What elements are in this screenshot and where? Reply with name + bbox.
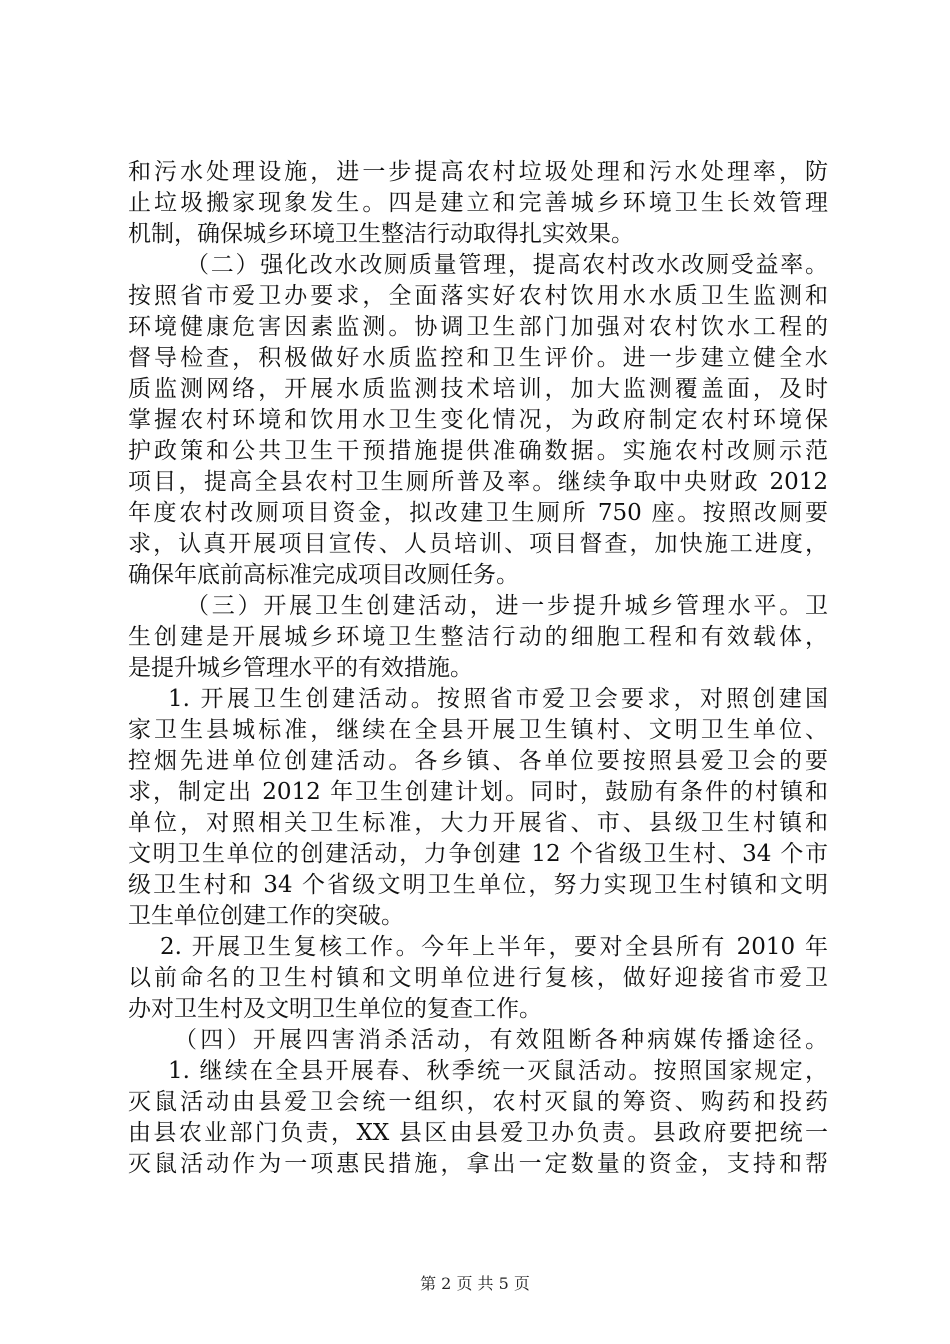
text-line: 求，认真开展项目宣传、人员培训、项目督查，加快施工进度， (128, 531, 828, 557)
text-line: 护政策和公共卫生干预措施提供准确数据。实施农村改厕示范 (128, 438, 828, 464)
numbered-item-1: 1. 开展卫生创建活动。按照省市爱卫会要求，对照创建国 (168, 686, 828, 712)
numbered-item-2: 2. 开展卫生复核工作。今年上半年，要对全县所有 2010 年 (160, 934, 828, 960)
text-line: 卫生单位创建工作的突破。 (128, 903, 404, 929)
text-line: 年度农村改厕项目资金，拟改建卫生厕所 750 座。按照改厕要 (128, 500, 828, 526)
text-line: 家卫生县城标准，继续在全县开展卫生镇村、文明卫生单位、 (128, 717, 828, 743)
text-line: 确保年底前高标准完成项目改厕任务。 (128, 562, 519, 588)
text-line: 机制，确保城乡环境卫生整洁行动取得扎实效果。 (128, 221, 634, 247)
text-line: 办对卫生村及文明卫生单位的复查工作。 (128, 996, 542, 1022)
text-line: 质监测网络，开展水质监测技术培训，加大监测覆盖面，及时 (128, 376, 828, 402)
text-line: 环境健康危害因素监测。协调卫生部门加强对农村饮水工程的 (128, 314, 828, 340)
text-line: 级卫生村和 34 个省级文明卫生单位，努力实现卫生村镇和文明 (128, 872, 828, 898)
document-body (128, 157, 828, 1180)
text-line: 止垃圾搬家现象发生。四是建立和完善城乡环境卫生长效管理 (128, 190, 828, 216)
section-heading-3: （三）开展卫生创建活动，进一步提升城乡管理水平。卫 (186, 593, 828, 619)
text-line: 文明卫生单位的创建活动，力争创建 12 个省级卫生村、34 个市 (128, 841, 828, 867)
text-line: 灭鼠活动作为一项惠民措施，拿出一定数量的资金，支持和帮 (128, 1151, 828, 1177)
text-line: 是提升城乡管理水平的有效措施。 (128, 655, 473, 681)
numbered-item-1: 1. 继续在全县开展春、秋季统一灭鼠活动。按照国家规定， (168, 1058, 828, 1084)
text-line: 控烟先进单位创建活动。各乡镇、各单位要按照县爱卫会的要 (128, 748, 828, 774)
section-heading-2: （二）强化改水改厕质量管理，提高农村改水改厕受益率。 (186, 252, 828, 278)
text-line: 督导检查，积极做好水质监控和卫生评价。进一步建立健全水 (128, 345, 828, 371)
text-line: 灭鼠活动由县爱卫会统一组织，农村灭鼠的筹资、购药和投药 (128, 1089, 828, 1115)
section-heading-4: （四）开展四害消杀活动，有效阻断各种病媒传播途径。 (174, 1027, 828, 1053)
text-line: 单位，对照相关卫生标准，大力开展省、市、县级卫生村镇和 (128, 810, 828, 836)
page-number-footer: 第 2 页 共 5 页 (420, 1274, 530, 1293)
text-line: 项目，提高全县农村卫生厕所普及率。继续争取中央财政 2012 (128, 469, 828, 495)
text-line: 求，制定出 2012 年卫生创建计划。同时，鼓励有条件的村镇和 (128, 779, 828, 805)
text-line: 由县农业部门负责，XX 县区由县爱卫办负责。县政府要把统一 (128, 1120, 828, 1146)
text-line: 按照省市爱卫办要求，全面落实好农村饮用水水质卫生监测和 (128, 283, 828, 309)
text-line: 生创建是开展城乡环境卫生整洁行动的细胞工程和有效载体， (128, 624, 828, 650)
text-line: 掌握农村环境和饮用水卫生变化情况，为政府制定农村环境保 (128, 407, 828, 433)
text-line: 和污水处理设施，进一步提高农村垃圾处理和污水处理率，防 (128, 159, 828, 185)
text-line: 以前命名的卫生村镇和文明单位进行复核，做好迎接省市爱卫 (128, 965, 828, 991)
